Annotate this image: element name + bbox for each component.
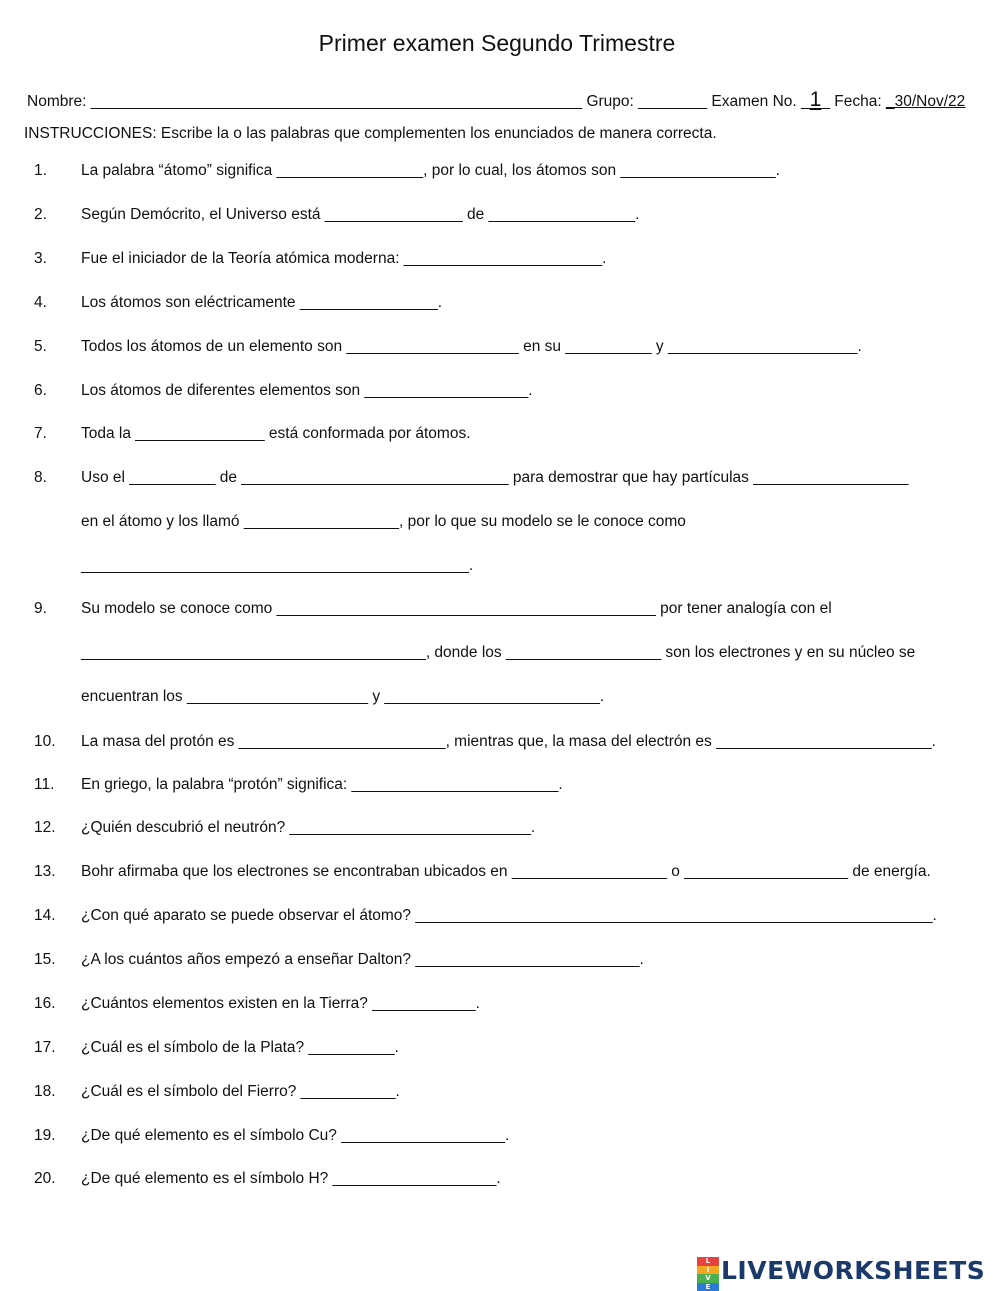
question-text: Toda la _______________ está conformada por átomos. [81, 425, 471, 442]
question-number: 5. [34, 338, 47, 355]
grupo-blank[interactable]: ________ [638, 93, 708, 110]
question-number: 17. [34, 1039, 56, 1056]
question-number: 11. [34, 776, 55, 793]
question-text: Uso el __________ de _______________________________ para demostrar que hay partículas __________________ [81, 469, 909, 486]
logo-letter: E [697, 1283, 719, 1291]
nombre-label: Nombre: [27, 93, 87, 110]
question-number: 15. [34, 951, 56, 968]
question-text: ________________________________________, donde los __________________ son los electrones y en su núcleo se [81, 644, 916, 661]
header-row [27, 88, 965, 112]
page-title: Primer examen Segundo Trimestre [318, 30, 676, 56]
examen-label: Examen No. [711, 93, 797, 110]
logo-text: LIVEWORKSHEETS [721, 1255, 986, 1285]
question-text: ¿De qué elemento es el símbolo Cu? ___________________. [81, 1127, 510, 1144]
question-text: ¿Quién descubrió el neutrón? ____________________________. [81, 819, 536, 836]
question-text: Su modelo se conoce como ____________________________________________ por tener analogía con el [81, 600, 832, 617]
question-number: 8. [34, 469, 47, 486]
question-number: 4. [34, 294, 47, 311]
question-text: Todos los átomos de un elemento son ____________________ en su __________ y ______________________. [81, 338, 862, 355]
question-number: 16. [34, 995, 56, 1012]
question-text: Bohr afirmaba que los electrones se encontraban ubicados en __________________ o ___________________ de energía. [81, 863, 931, 880]
question-text: ¿A los cuántos años empezó a enseñar Dalton? __________________________. [81, 951, 644, 968]
question-text: ¿De qué elemento es el símbolo H? ___________________. [81, 1170, 501, 1187]
nombre-blank[interactable]: _________________________________________________________ [90, 93, 583, 110]
question-text: La palabra “átomo” significa _________________, por lo cual, los átomos son __________________. [81, 162, 780, 179]
examen-pre: _ [801, 93, 810, 110]
instructions: INSTRUCCIONES: Escribe la o las palabras que complementen los enunciados de manera correcta. [24, 125, 717, 142]
question-number: 18. [34, 1083, 56, 1100]
question-text: encuentran los _____________________ y _________________________. [81, 688, 605, 705]
logo-letter: V [697, 1274, 719, 1283]
fecha-label: Fecha: [834, 93, 882, 110]
question-number: 2. [34, 206, 47, 223]
question-text: Fue el iniciador de la Teoría atómica moderna: _______________________. [81, 250, 607, 267]
question-text: Según Demócrito, el Universo está ________________ de _________________. [81, 206, 640, 223]
logo-letter: I [697, 1266, 719, 1275]
logo-mark-icon [697, 1257, 719, 1291]
question-text: ¿Cuál es el símbolo del Fierro? ___________. [81, 1083, 400, 1100]
grupo-label: Grupo: [586, 93, 634, 110]
question-number: 9. [34, 600, 47, 617]
question-text: Los átomos de diferentes elementos son ___________________. [81, 382, 533, 399]
liveworksheets-logo [697, 1254, 986, 1291]
question-number: 14. [34, 907, 56, 924]
question-number: 20. [34, 1170, 56, 1187]
question-text: en el átomo y los llamó __________________, por lo que su modelo se le conoce como [81, 513, 686, 530]
examen-value: 1 [809, 88, 822, 111]
question-number: 1. [34, 162, 47, 179]
question-text: La masa del protón es ________________________, mientras que, la masa del electrón es _________________________. [81, 733, 936, 750]
question-number: 10. [34, 733, 56, 750]
question-number: 19. [34, 1127, 56, 1144]
logo-letter: L [697, 1257, 719, 1266]
question-text: En griego, la palabra “protón” significa: ________________________. [81, 776, 563, 793]
question-text: _____________________________________________. [81, 557, 474, 574]
question-number: 13. [34, 863, 56, 880]
question-number: 12. [34, 819, 56, 836]
examen-post: _ [821, 93, 830, 110]
fecha-value: _30/Nov/22 [885, 93, 966, 110]
question-number: 3. [34, 250, 47, 267]
question-number: 7. [34, 425, 47, 442]
question-text: Los átomos son eléctricamente ________________. [81, 294, 443, 311]
question-text: ¿Cuál es el símbolo de la Plata? __________. [81, 1039, 399, 1056]
question-text: ¿Cuántos elementos existen en la Tierra? ____________. [81, 995, 480, 1012]
question-text: ¿Con qué aparato se puede observar el átomo? ____________________________________________________________. [81, 907, 937, 924]
question-number: 6. [34, 382, 47, 399]
